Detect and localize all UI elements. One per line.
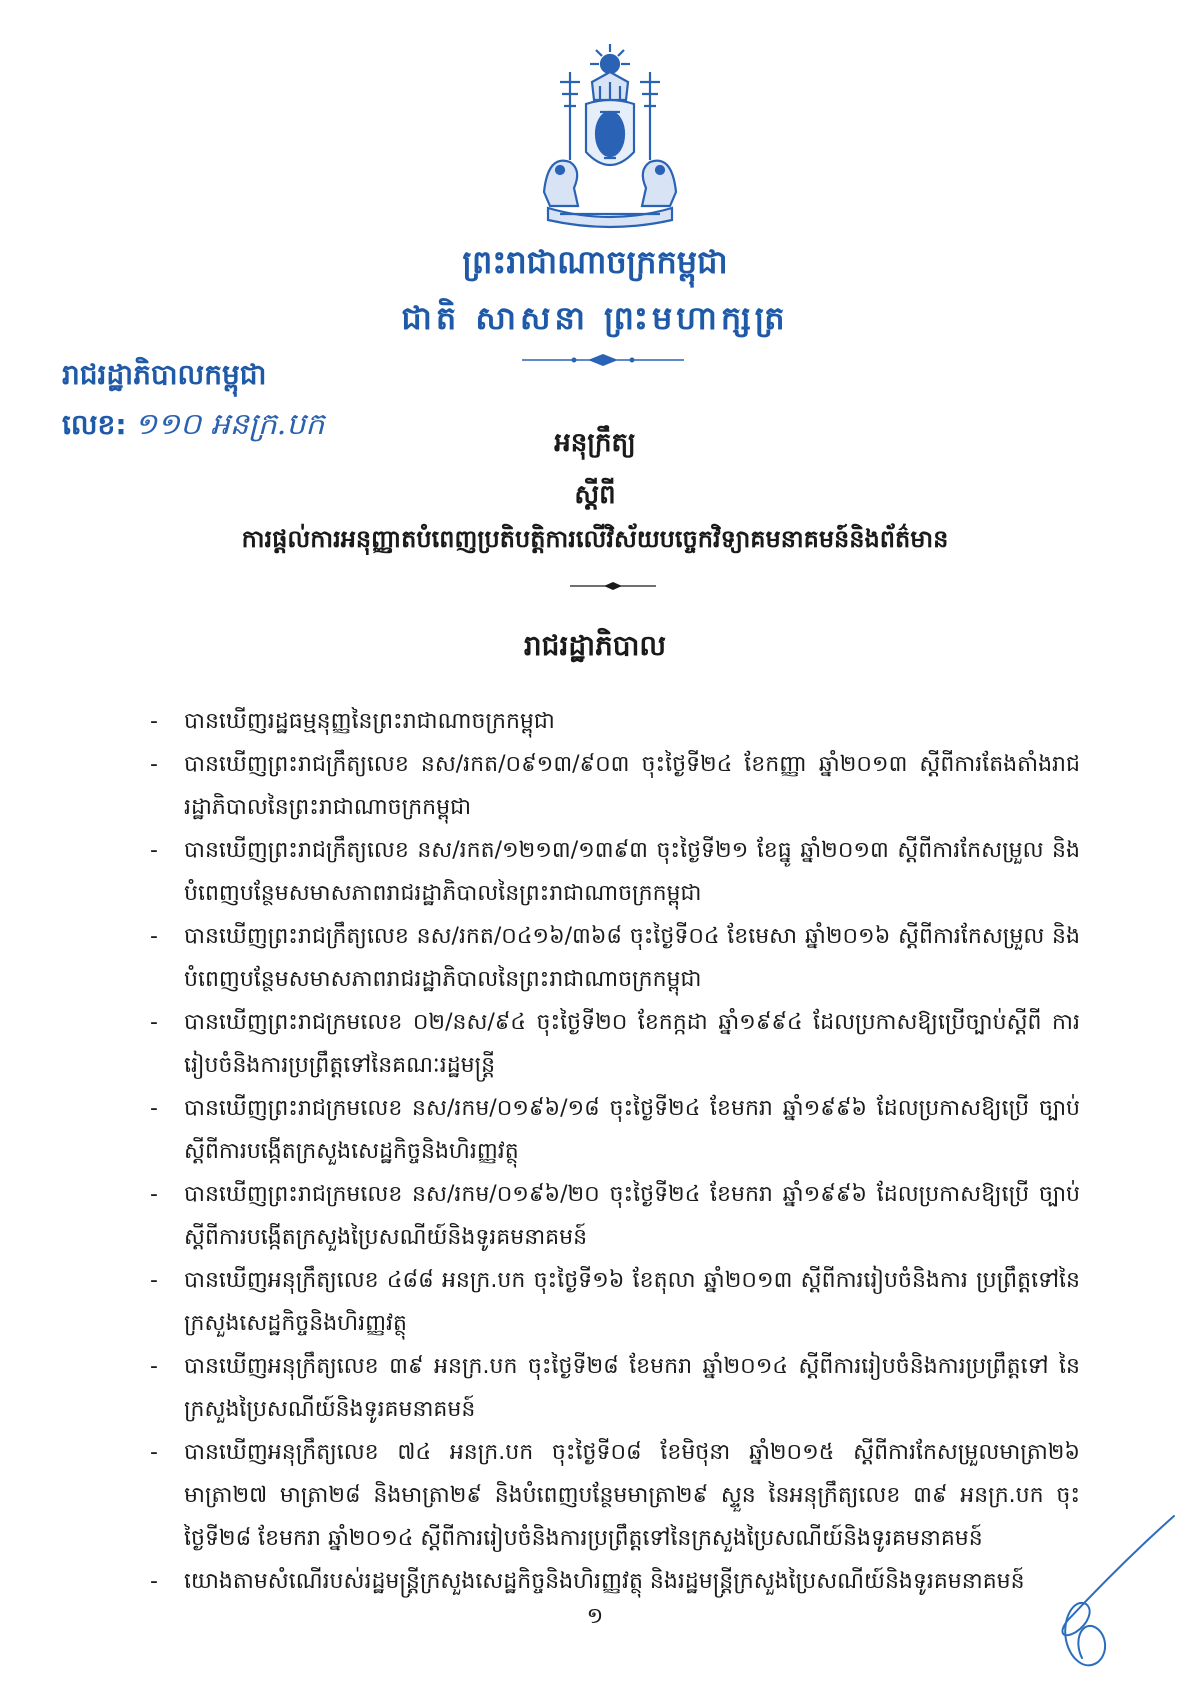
signature-mark: [1028, 1508, 1178, 1678]
list-item: - បានឃើញរដ្ឋធម្មនុញ្ញនៃព្រះរាជាណាចក្រកម្ពុជា: [150, 700, 1080, 743]
national-motto: ជាតិ សាសនា ព្រះមហាក្សត្រ: [401, 299, 789, 337]
list-item: - បានឃើញព្រះរាជក្រឹត្យលេខ នស/រកត/០៩១៣/៩០៣ ចុះថ្ងៃទី២៤ ខែកញ្ញា ឆ្នាំ២០១៣ ស្តីពីការតែងតាំងរាជរដ្ឋាភិបាលនៃព្រះរាជាណាចក្រកម្ពុជា: [150, 743, 1080, 829]
list-item: - បានឃើញអនុក្រឹត្យលេខ ៤៨៨ អនក្រ.បក ចុះថ្ងៃទី១៦ ខែតុលា ឆ្នាំ២០១៣ ស្តីពីការរៀបចំនិងការ ប្រព្រឹត្តទៅនៃក្រសួងសេដ្ឋកិច្ចនិងហិរញ្ញវត្ថុ: [150, 1259, 1080, 1345]
legal-references-list: [150, 700, 1080, 1603]
list-item: - បានឃើញព្រះរាជក្រមលេខ នស/រកម/០១៩៦/១៨ ចុះថ្ងៃទី២៤ ខែមករា ឆ្នាំ១៩៩៦ ដែលប្រកាសឱ្យប្រើ ច្បាប់ស្តីពីការបង្កើតក្រសួងសេដ្ឋកិច្ចនិងហិរញ្ញវត្ថុ: [150, 1087, 1080, 1173]
number-label: លេខ:: [62, 408, 127, 441]
document-type: អនុក្រឹត្យ: [554, 428, 636, 458]
issuing-authority: រាជរដ្ឋាភិបាល: [523, 629, 667, 662]
government-name: រាជរដ្ឋាភិបាលកម្ពុជា: [62, 358, 267, 391]
decree-number: ១១០ អនក្រ.បក: [134, 407, 325, 442]
motto-divider: [518, 352, 688, 368]
list-item: - បានឃើញអនុក្រឹត្យលេខ ៣៩ អនក្រ.បក ចុះថ្ងៃទី២៨ ខែមករា ឆ្នាំ២០១៤ ស្តីពីការរៀបចំនិងការប្រព្រឹត្តទៅ នៃក្រសួងប្រៃសណីយ៍និងទូរគមនាគមន៍: [150, 1345, 1080, 1431]
list-item: - បានឃើញព្រះរាជក្រមលេខ ០២/នស/៩៤ ចុះថ្ងៃទី២០ ខែកក្កដា ឆ្នាំ១៩៩៤ ដែលប្រកាសឱ្យប្រើច្បាប់ស្តីពី ការរៀបចំនិងការប្រព្រឹត្តទៅនៃគណៈរដ្ឋមន្ត្រី: [150, 1001, 1080, 1087]
page-number: ១: [586, 1604, 604, 1629]
list-item: - យោងតាមសំណើរបស់រដ្ឋមន្ត្រីក្រសួងសេដ្ឋកិច្ចនិងហិរញ្ញវត្ថុ និងរដ្ឋមន្ត្រីក្រសួងប្រៃសណីយ៍និងទូរគមនាគមន៍: [150, 1560, 1080, 1603]
list-item: - បានឃើញព្រះរាជក្រឹត្យលេខ នស/រកត/០៤១៦/៣៦៨ ចុះថ្ងៃទី០៤ ខែមេសា ឆ្នាំ២០១៦ ស្តីពីការកែសម្រួល និងបំពេញបន្ថែមសមាសភាពរាជរដ្ឋាភិបាលនៃព្រះរាជាណាចក្រកម្ពុជា: [150, 915, 1080, 1001]
royal-emblem-icon: [530, 42, 690, 230]
list-item: - បានឃើញព្រះរាជក្រឹត្យលេខ នស/រកត/១២១៣/១៣៩៣ ចុះថ្ងៃទី២១ ខែធ្នូ ឆ្នាំ២០១៣ ស្តីពីការកែសម្រួល និងបំពេញបន្ថែមសមាសភាពរាជរដ្ឋាភិបាលនៃព្រះរាជាណាចក្រកម្ពុជា: [150, 829, 1080, 915]
list-item: - បានឃើញព្រះរាជក្រមលេខ នស/រកម/០១៩៦/២០ ចុះថ្ងៃទី២៤ ខែមករា ឆ្នាំ១៩៩៦ ដែលប្រកាសឱ្យប្រើ ច្បាប់ស្តីពីការបង្កើតក្រសួងប្រៃសណីយ៍និងទូរគមនាគមន៍: [150, 1173, 1080, 1259]
list-item: - បានឃើញអនុក្រឹត្យលេខ ៧៤ អនក្រ.បក ចុះថ្ងៃទី០៨ ខែមិថុនា ឆ្នាំ២០១៥ ស្តីពីការកែសម្រួលមាត្រា២៦ មាត្រា២៧ មាត្រា២៨ និងមាត្រា២៩ និងបំពេញបន្ថែមមាត្រា២៩ ស្ទួន នៃអនុក្រឹត្យលេខ ៣៩ អនក្រ.បក ចុះថ្ងៃទី២៨ ខែមករា ឆ្នាំ២០១៤ ស្តីពីការរៀបចំនិងការប្រព្រឹត្តទៅនៃក្រសួងប្រៃសណីយ៍និងទូរគមនាគមន៍: [150, 1431, 1080, 1560]
title-divider: [568, 581, 658, 591]
kingdom-name: ព្រះរាជាណាចក្រកម្ពុជា: [462, 243, 728, 281]
document-subject: ការផ្តល់ការអនុញ្ញាតបំពេញប្រតិបត្តិការលើវិស័យបច្ចេកវិទ្យាគមនាគមន៍និងព័ត៌មាន: [241, 525, 949, 553]
document-about: ស្តីពី: [574, 480, 616, 510]
